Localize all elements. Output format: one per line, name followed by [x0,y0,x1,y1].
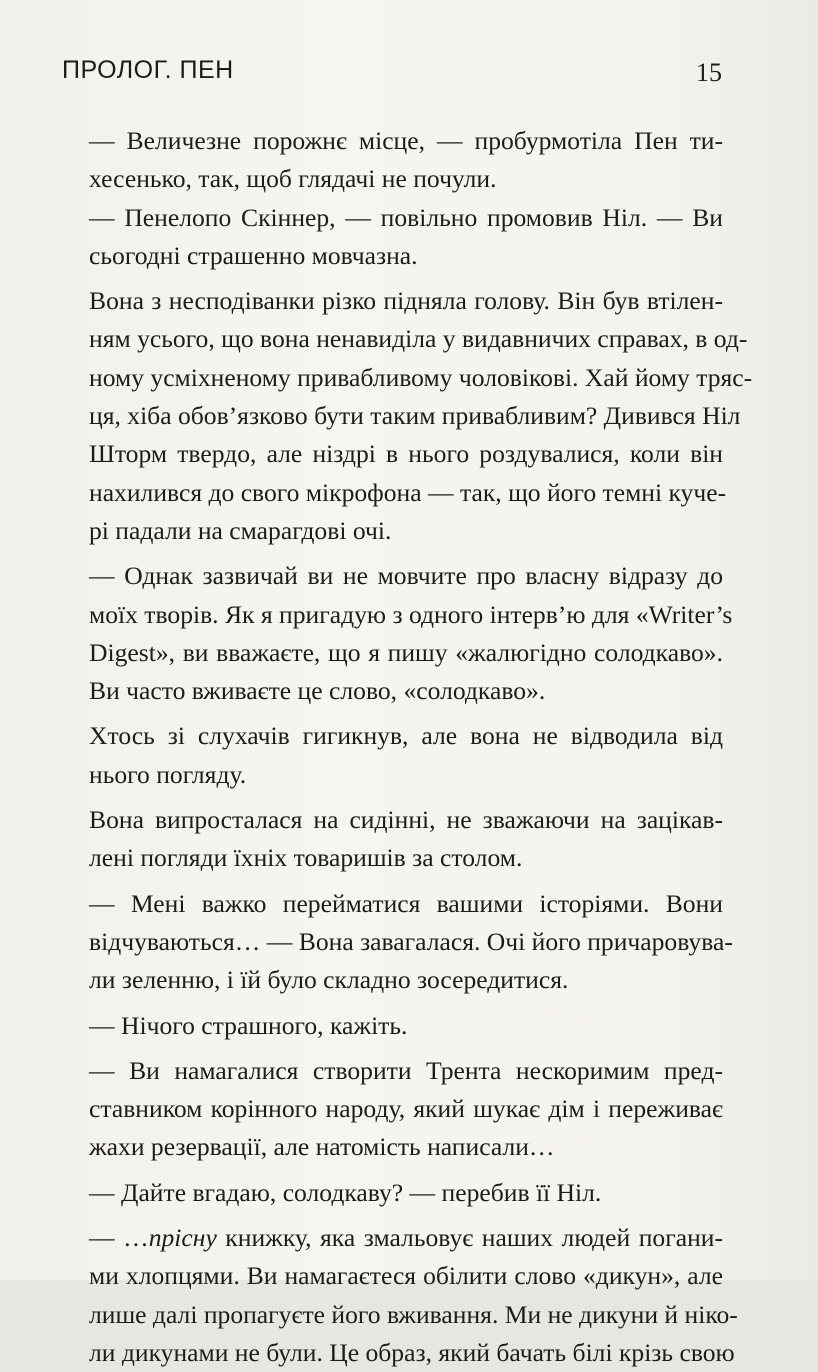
text-line: ням усього, що вона ненавиділа у видавничих справах, в од- [89,324,748,354]
text-line: жахи резервації, але натомість написали… [89,1132,555,1162]
text-line: — Пенелопо Скіннер, — повільно промовив Ніл. — Ви [89,202,723,232]
text-line: лише далі пропагуєте його вживання. Ми не дикуни й ніко- [89,1299,738,1329]
text-line: ли зеленню, і їй було складно зосередитися. [89,965,569,995]
text-line: моїх творів. Як я пригадую з одного інтерв’ю для «Writer’s [89,599,733,629]
text-line: ли дикунами не були. Це образ, який бачать білі крізь свою [89,1337,735,1367]
text-line: Ви часто вживаєте це слово, «солодкаво». [89,676,546,706]
text-fragment: книжку, яка змальовує наших людей погани- [216,1223,723,1253]
text-line: Шторм твердо, але ніздрі в нього роздувалися, коли він [89,439,723,469]
text-line: — Мені важко перейматися вашими історіями. Вони [89,888,723,918]
text-line: сьогодні страшенно мовчазна. [89,240,418,270]
text-line: ми хлопцями. Ви намагаєтеся обілити слово «дикун», але [89,1261,723,1291]
text-line: Хтось зі слухачів гигикнув, але вона не відводила від [89,721,723,751]
text-line: Digest», ви вважаєте, що я пишу «жалюгідно солодкаво». [89,637,723,667]
text-line: Вона з несподіванки різко підняла голову. Він був втілен- [89,286,723,316]
text-line: ставником корінного народу, який шукає дім і переживає [89,1094,723,1124]
text-fragment: — … [89,1223,149,1253]
body-text [89,122,753,1372]
text-line: — Однак зазвичай ви не мовчите про власну відразу до [89,561,723,591]
text-line: нахилився до свого мікрофона — так, що його темні куче- [89,477,727,507]
text-line: — Нічого страшного, кажіть. [89,1010,408,1040]
text-line: — Дайте вгадаю, солодкаву? — перебив її Ніл. [89,1177,602,1207]
italic-word: прісну [148,1223,217,1253]
text-line: рі падали на смарагдові очі. [89,515,392,545]
text-line: відчуваються… — Вона завагалася. Очі його причаровува- [89,926,733,956]
text-line: ному усміхненому привабливому чоловікові. Хай йому тряс- [89,362,753,392]
text-line: Вона випросталася на сидінні, не зважаючи на зацікав- [89,805,723,835]
text-line-mixed [89,1219,723,1257]
text-line: — Величезне порожнє місце, — пробурмотіла Пен ти- [89,126,723,155]
running-head-title: ПРОЛОГ. ПЕН [62,56,234,84]
page-number: 15 [696,58,722,87]
text-line: — Ви намагалися створити Трента нескоримим пред- [89,1055,723,1085]
text-line: ця, хіба обов’язково бути таким привабливим? Дивився Ніл [89,401,741,431]
text-line: нього погляду. [89,759,247,789]
text-line: лені погляди їхніх товаришів за столом. [89,843,523,873]
text-line: хесенько, так, щоб глядачі не почули. [89,164,497,194]
